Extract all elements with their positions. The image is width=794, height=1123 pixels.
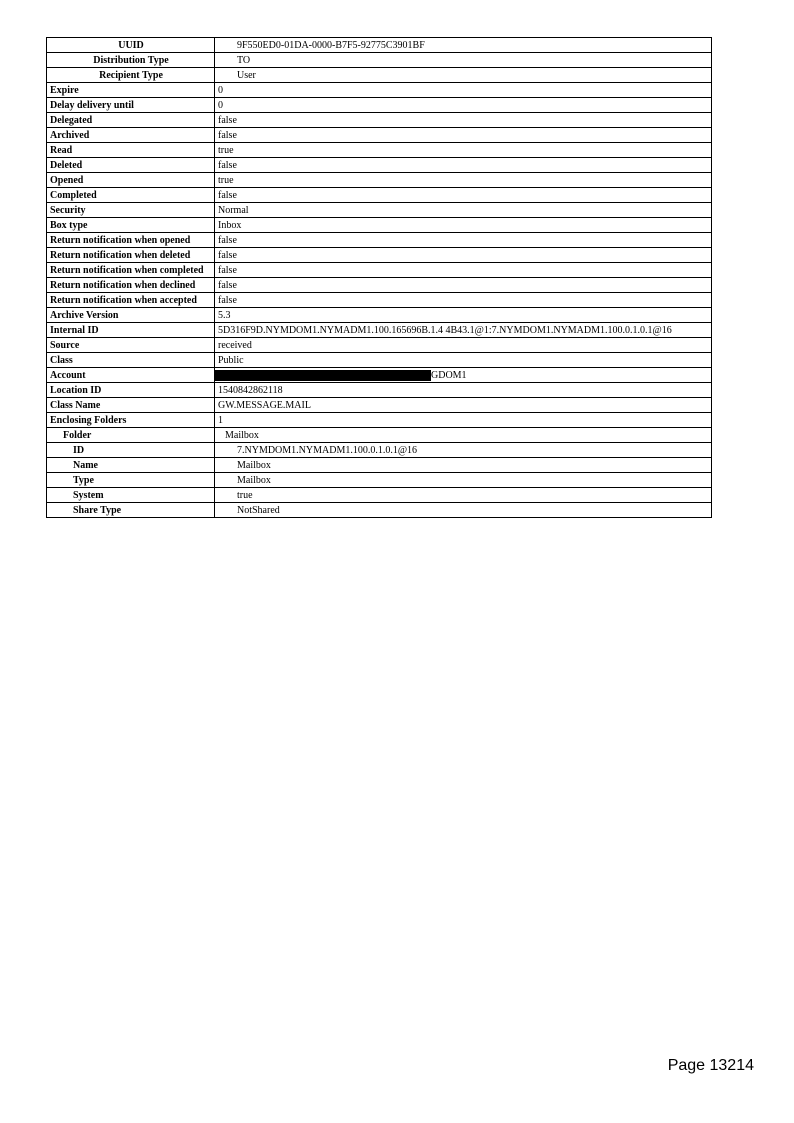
table-row [47,53,712,68]
table-row [47,263,712,278]
row-key-enclosing-folders: Enclosing Folders [47,413,215,428]
row-value-enclosing-folders: 1 [215,413,712,428]
row-value-share-type: NotShared [215,503,712,518]
table-row [47,143,712,158]
row-value-notify-declined: false [215,278,712,293]
row-value-read: true [215,143,712,158]
row-value-account-cell [215,368,712,383]
row-value-location-id: 1540842862118 [215,383,712,398]
row-value-completed: false [215,188,712,203]
row-key-class-name: Class Name [47,398,215,413]
row-value-internal-id: 5D316F9D.NYMDOM1.NYMADM1.100.165696B.1.4 4B43.1@1:7.NYMDOM1.NYMADM1.100.0.1.0.1@16 [215,323,712,338]
row-value-recipient-type: User [215,68,712,83]
row-value-delegated: false [215,113,712,128]
row-key-source: Source [47,338,215,353]
row-key-folder-type: Type [47,473,215,488]
redaction-bar [215,370,431,381]
row-value-notify-completed: false [215,263,712,278]
row-key-share-type: Share Type [47,503,215,518]
row-value-folder-type: Mailbox [215,473,712,488]
row-key-folder-name: Name [47,458,215,473]
row-value-notify-deleted: false [215,248,712,263]
table-row [47,443,712,458]
table-row [47,398,712,413]
row-value-notify-accepted: false [215,293,712,308]
row-key-archive-version: Archive Version [47,308,215,323]
row-key-notify-completed: Return notification when completed [47,263,215,278]
table-row [47,488,712,503]
table-row [47,293,712,308]
row-key-recipient-type: Recipient Type [47,68,215,83]
table-row [47,98,712,113]
table-row [47,368,712,383]
table-row [47,203,712,218]
table-row [47,473,712,488]
table-row [47,113,712,128]
table-row [47,383,712,398]
row-key-deleted: Deleted [47,158,215,173]
table-row [47,248,712,263]
row-value-class: Public [215,353,712,368]
table-row [47,278,712,293]
row-value-folder-name: Mailbox [215,458,712,473]
row-value-notify-opened: false [215,233,712,248]
row-key-distribution-type: Distribution Type [47,53,215,68]
row-value-folder-system: true [215,488,712,503]
row-key-folder-system: System [47,488,215,503]
table-row [47,413,712,428]
row-key-security: Security [47,203,215,218]
row-value-folder-id: 7.NYMDOM1.NYMADM1.100.0.1.0.1@16 [215,443,712,458]
table-row [47,83,712,98]
properties-table [46,37,712,518]
row-value-deleted: false [215,158,712,173]
row-value-archived: false [215,128,712,143]
row-key-notify-accepted: Return notification when accepted [47,293,215,308]
row-value-opened: true [215,173,712,188]
row-key-expire: Expire [47,83,215,98]
row-value-delay-delivery: 0 [215,98,712,113]
row-key-notify-declined: Return notification when declined [47,278,215,293]
row-value-security: Normal [215,203,712,218]
row-value-account: GDOM1 [431,370,467,381]
table-row [47,308,712,323]
row-key-folder-id: ID [47,443,215,458]
row-key-internal-id: Internal ID [47,323,215,338]
table-row [47,428,712,443]
row-key-notify-opened: Return notification when opened [47,233,215,248]
row-key-uuid: UUID [47,38,215,53]
table-row [47,188,712,203]
table-row [47,218,712,233]
table-row [47,173,712,188]
table-row [47,353,712,368]
row-value-box-type: Inbox [215,218,712,233]
row-key-folder: Folder [47,428,215,443]
row-key-notify-deleted: Return notification when deleted [47,248,215,263]
row-key-class: Class [47,353,215,368]
table-row [47,458,712,473]
table-row [47,233,712,248]
row-key-read: Read [47,143,215,158]
row-key-delay-delivery: Delay delivery until [47,98,215,113]
table-row [47,158,712,173]
row-value-source: received [215,338,712,353]
row-key-box-type: Box type [47,218,215,233]
row-value-distribution-type: TO [215,53,712,68]
row-value-folder: Mailbox [215,428,712,443]
table-row [47,503,712,518]
row-value-class-name: GW.MESSAGE.MAIL [215,398,712,413]
table-row [47,128,712,143]
table-row [47,338,712,353]
page-number: Page 13214 [667,1057,754,1074]
table-row [47,68,712,83]
row-key-archived: Archived [47,128,215,143]
row-key-opened: Opened [47,173,215,188]
row-key-completed: Completed [47,188,215,203]
row-value-expire: 0 [215,83,712,98]
row-value-uuid: 9F550ED0-01DA-0000-B7F5-92775C3901BF [215,38,712,53]
table-row [47,38,712,53]
row-value-archive-version: 5.3 [215,308,712,323]
table-row [47,323,712,338]
row-key-location-id: Location ID [47,383,215,398]
row-key-account: Account [47,368,215,383]
row-key-delegated: Delegated [47,113,215,128]
